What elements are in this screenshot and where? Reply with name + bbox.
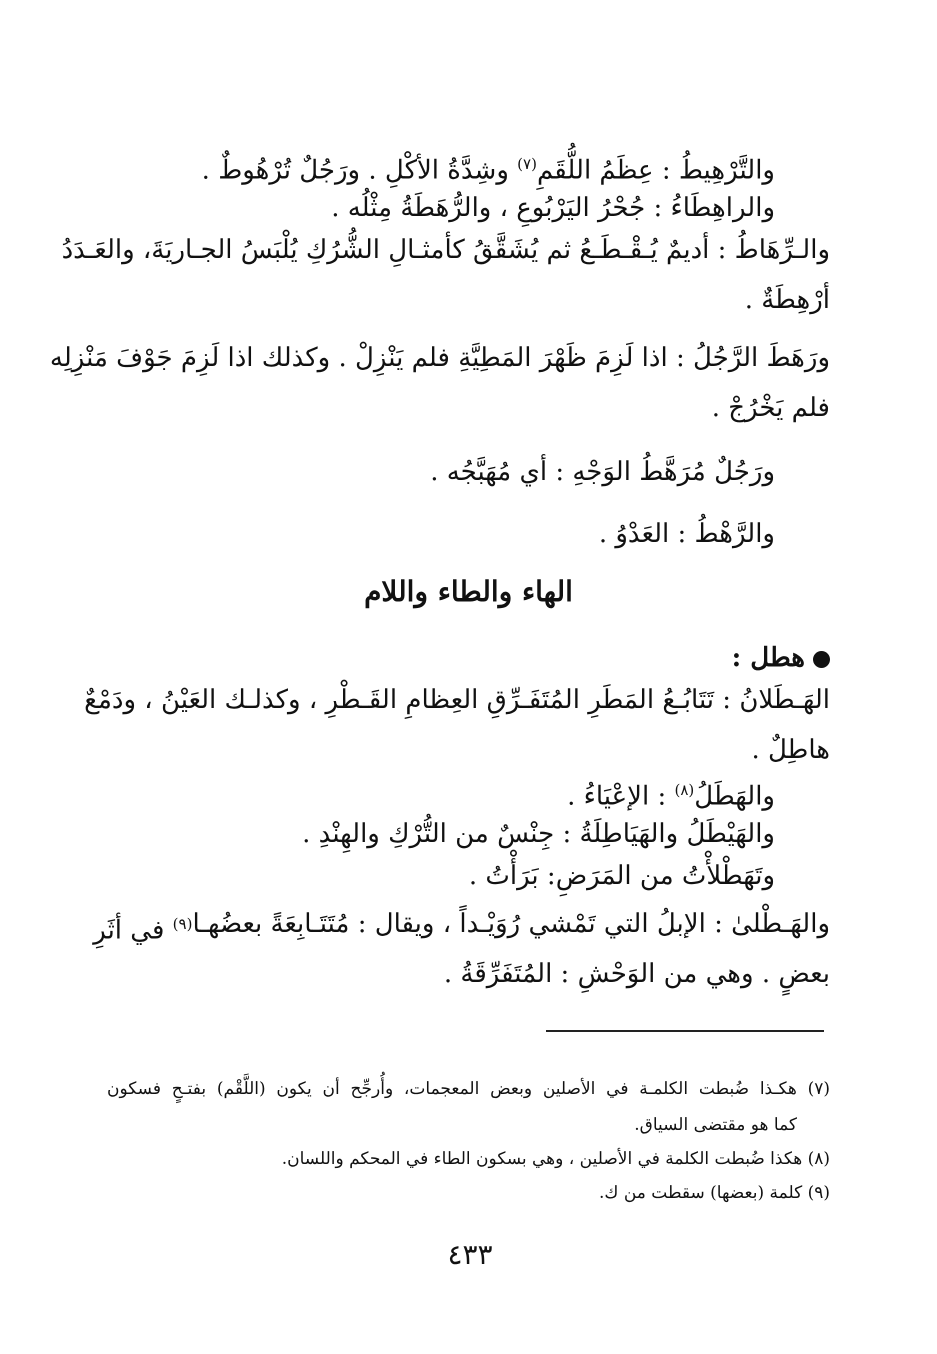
footnote-ref-8: (٨)	[674, 781, 695, 799]
entry-text: والهَـطْلىٰ : الإبلُ التي تَمْشي رُوَيْـداً ، ويقال : مُتَتَـابِعَةً بعضُهـا	[192, 909, 830, 939]
entry-line-hatla-cont: بعضٍ . وهي من الوَحْشِ : المُتَفَرِّقَةُ .	[443, 959, 830, 989]
entry-line-rahat: ورَهَطَ الرَّجُلُ : اذا لَزِمَ ظَهْرَ المَطِيَّةِ فلم يَنْزِلْ . وكذلك اذا لَزِمَ جَوْفَ مَنْزِلِه	[49, 343, 830, 373]
footnote-ref-9: (٩)	[172, 915, 193, 933]
entry-line-haytal: والهَيْطَلُ والهَيَاطِلَةُ : جِنْسٌ من التُّرْكِ والهِنْدِ .	[302, 819, 775, 849]
entry-line-hatalan-cont: هاطِلٌ .	[751, 735, 830, 765]
bullet-icon	[813, 651, 830, 668]
section-heading: الهاء والطاء واللام	[364, 575, 573, 608]
entry-text: : الإعْيَاءُ .	[567, 781, 675, 812]
page-number: ٤٣٣	[447, 1238, 493, 1271]
root-label: هطل :	[731, 643, 805, 673]
entry-line-rihat: والـرِّهَاطُ : أديمٌ يُـقْـطَـعُ ثم يُشَقَّقُ كأمثـالِ الشُّرُكِ يُلْبَسُ الجـاريَةَ، والعَـدَدُ	[61, 235, 830, 265]
entry-text: في أثَرِ	[93, 915, 173, 946]
entry-line-hatal	[567, 772, 775, 815]
footnote-9: (٩) كلمة (بعضها) سقطت من ك.	[599, 1183, 830, 1203]
entry-line-tarhit	[202, 146, 775, 189]
footnote-8: (٨) هكذا ضُبطت الكلمة في الأصلين ، وهي بسكون الطاء في المحكم واللسان.	[281, 1149, 830, 1169]
footnote-7-line1: (٧) هكـذا ضُبطت الكلمـة في الأصلين وبعض المعجمات، وأُرجِّح أن يكون (اللَّقْم) بفتـحٍ فسكون	[107, 1079, 830, 1099]
entry-line-hatla	[93, 906, 830, 949]
entry-line-murahhat: ورَجُلٌ مُرَهَّطُ الوَجْهِ : أي مُهَبَّجُه .	[430, 457, 775, 487]
entry-line-rihat-cont: أرْهِطَةٌ .	[744, 285, 830, 315]
entry-line-rahitaa: والراهِطَاءُ : جُحْرُ اليَرْبُوعِ ، والرُّهَطَةُ مِثْلُه .	[331, 193, 775, 223]
entry-line-hatalan: الهَـطَلانُ : تَتَابُـعُ المَطَرِ المُتَفَـرِّقِ العِظامِ القَـطْرِ ، وكذلـك العَيْنُ ، ودَمْعٌ	[84, 685, 830, 715]
footnote-divider	[546, 1030, 824, 1032]
root-entry-hatal	[732, 640, 830, 676]
footnote-7-line2: كما هو مقتضى السياق.	[634, 1115, 797, 1135]
entry-text: وشِدَّةُ الأكْلِ . ورَجُلٌ تُرْهُوطٌ .	[201, 155, 518, 186]
entry-line-tahatlat: وتَهَطْلأْتُ من المَرَضِ: بَرَأْتُ .	[468, 861, 775, 891]
entry-line-rahat-cont: فلم يَخْرُجْ .	[711, 393, 830, 423]
footnote-ref-7: (٧)	[517, 155, 537, 173]
entry-text: والهَطَلُ	[694, 781, 775, 812]
entry-text: والتَّرْهِيطُ : عِظَمُ اللُّقَمِ	[536, 155, 775, 186]
entry-line-raht: والرَّهْطُ : العَدْوُ .	[598, 519, 775, 549]
